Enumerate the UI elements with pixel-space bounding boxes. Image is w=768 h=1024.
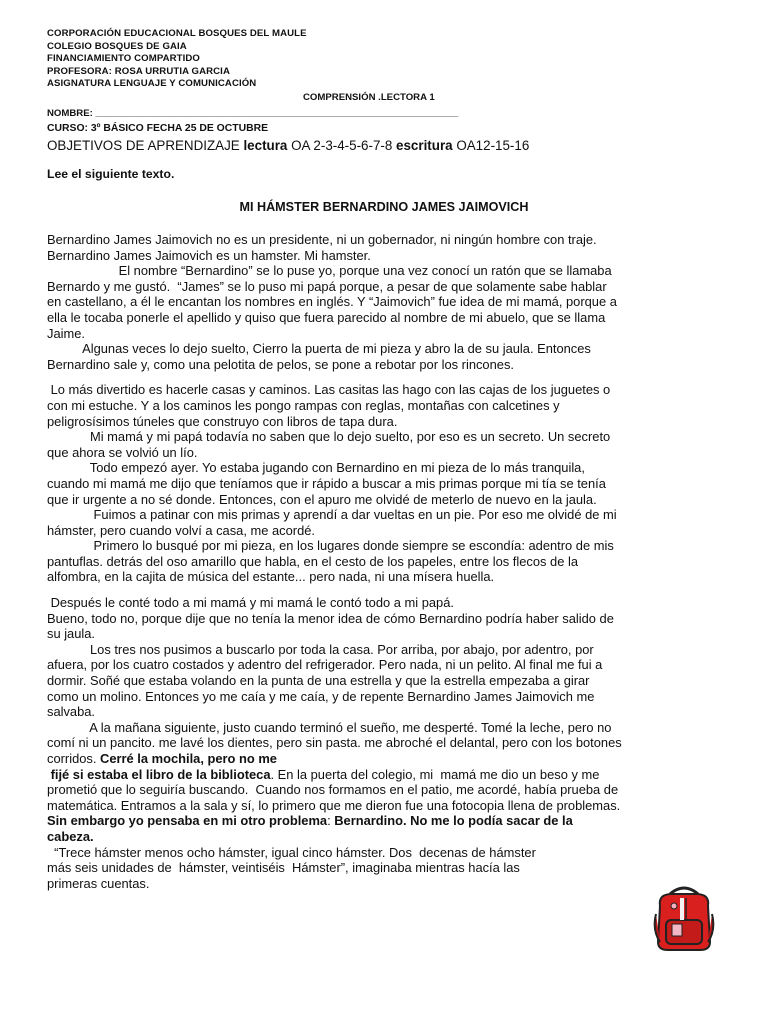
text-line: afuera, por los cuatro costados y adentro del refrigerador. Pero nada, ni un pelito. Al final me fui a [47, 657, 603, 673]
text-line: hámster, pero cuando volví a casa, me acordé. [47, 522, 315, 538]
text-line: pantuflas. detrás del oso amarillo que habla, en el cesto de los papeles, entre los flecos de la [47, 553, 578, 569]
objectives-escritura: escritura [396, 138, 453, 153]
text-line: como un molino. Entonces yo me caía y me caía, y de repente Bernardino James Jaimovich me [47, 688, 595, 704]
text-fragment: : [327, 813, 335, 829]
text-line: Bueno, todo no, porque dije que no tenía la menor idea de cómo Bernardino podría haber salido de [47, 610, 614, 626]
bold-fragment: Sin embargo yo pensaba en mi otro problema [47, 813, 328, 829]
text-line: que ahora se volvió un lío. [47, 444, 198, 460]
text-fragment: corridos. [47, 751, 101, 766]
instruction: Lee el siguiente texto. [47, 167, 175, 181]
bold-fragment: cabeza. [47, 828, 94, 844]
text-line: Bernardino sale y, como una pelotita de pelos, se pone a rebotar por los rincones. [47, 356, 514, 372]
text-line: Primero lo busqué por mi pieza, en los lugares donde siempre se escondía: adentro de mis [47, 538, 614, 554]
text-line: salvaba. [47, 704, 96, 720]
text-line: alfombra, en la cajita de música del estante... pero nada, ni una mísera huella. [47, 569, 495, 585]
text-line [47, 813, 727, 829]
objectives-writing-codes: OA12-15-16 [452, 138, 530, 153]
learning-objectives [47, 138, 529, 153]
header-line: CORPORACIÓN EDUCACIONAL BOSQUES DEL MAULE [47, 28, 307, 39]
text-line: peligrosísimos túneles que construyo con libros de tapa dura. [47, 413, 398, 429]
text-line: cuando mi mamá me dijo que teníamos que ir rápido a buscar a mis primas porque mi tía se tenía [47, 475, 606, 491]
header-line: PROFESORA: ROSA URRUTIA GARCIA [47, 65, 230, 77]
text-line: Mi mamá y mi papá todavía no saben que lo dejo suelto, por eso es un secreto. Un secreto [47, 429, 611, 445]
name-field: NOMBRE: ____________________________________________________________________ [47, 108, 459, 119]
text-line: matemática. Entramos a la sala y sí, lo primero que me dieron fue una fotocopia llena de problemas. [47, 797, 621, 813]
text-line: en castellano, a él le encantan los nombres en inglés. Y “Jaimovich” fue idea de mi mamá, porque a [47, 294, 617, 310]
bold-fragment: Cerré la mochila, pero no me [100, 751, 277, 766]
text-line: con mi estuche. Y a los caminos les pongo rampas con reglas, montañas con calcetines y [47, 397, 560, 413]
text-line: Fuimos a patinar con mis primas y aprendí a dar vueltas en un pie. Por eso me olvidé de mi [47, 507, 617, 523]
text-line: Bernardo y me gustó. “James” se lo puso mi papá porque, a pesar de que solamente sabe hablar [47, 278, 607, 294]
text-line: A la mañana siguiente, justo cuando terminó el sueño, me desperté. Tomé la leche, pero no [47, 719, 612, 735]
header-line: COLEGIO BOSQUES DE GAIA [47, 40, 187, 52]
text-fragment: . En la puerta del colegio, mi mamá me dio un beso y me [270, 766, 600, 782]
text-line: comí ni un pancito. me lavé los dientes, pero sin pasta. me abroché el delantal, pero con los botones [47, 735, 622, 751]
story-text [47, 232, 727, 891]
backpack-illustration-icon [652, 884, 716, 954]
text-line: Todo empezó ayer. Yo estaba jugando con Bernardino en mi pieza de lo más tranquila, [47, 460, 585, 476]
text-line [47, 829, 727, 845]
objectives-label: OBJETIVOS DE APRENDIZAJE [47, 138, 244, 153]
text-line: prometió que lo seguiría buscando. Cuando nos formamos en el patio, me acordé, había prueba de [47, 782, 619, 798]
bold-fragment: fijé si estaba el libro de la biblioteca [47, 766, 271, 782]
text-line: que ir urgente a no sé donde. Entonces, con el apuro me olvidé de meterlo de nuevo en la jaula. [47, 491, 597, 507]
objectives-reading-codes: OA 2-3-4-5-6-7-8 [287, 138, 397, 153]
text-line: primeras cuentas. [47, 875, 150, 891]
text-line: ella le tocaba ponerle el apellido y quiso que fuera parecido al nombre de mi abuelo, que se llama [47, 309, 606, 325]
header-line: FINANCIAMIENTO COMPARTIDO [47, 53, 200, 64]
text-line: Bernardino James Jaimovich no es un presidente, ni un gobernador, ni ningún hombre con traje. [47, 232, 597, 247]
worksheet-title: COMPRENSIÓN .LECTORA 1 [303, 92, 435, 103]
text-line: Bernardino James Jaimovich es un hamster. Mi hamster. [47, 247, 371, 263]
text-line [47, 767, 727, 783]
text-line: su jaula. [47, 626, 96, 642]
school-header [47, 28, 307, 91]
text-line: “Trece hámster menos ocho hámster, igual cinco hámster. Dos decenas de hámster [47, 844, 536, 860]
text-line: dormir. Soñé que estaba volando en la punta de una estrella y que la estrella empezaba a girar [47, 673, 590, 689]
story-title: MI HÁMSTER BERNARDINO JAMES JAIMOVICH [239, 200, 529, 214]
text-line [47, 751, 727, 767]
text-line: Jaime. [47, 325, 85, 341]
objectives-lectura: lectura [243, 138, 288, 153]
text-line: El nombre “Bernardino” se lo puse yo, porque una vez conocí un ratón que se llamaba [47, 263, 612, 279]
text-line: Algunas veces lo dejo suelto, Cierro la puerta de mi pieza y abro la de su jaula. Entonces [47, 341, 591, 357]
bold-fragment: Bernardino. No me lo podía sacar de la [334, 813, 573, 829]
text-line: Después le conté todo a mi mamá y mi mamá le contó todo a mi papá. [47, 595, 454, 611]
text-line: más seis unidades de hámster, veintiséis Hámster”, imaginaba mientras hacía las [47, 860, 520, 876]
course-date-line: CURSO: 3º BÁSICO FECHA 25 DE OCTUBRE [47, 123, 269, 134]
text-line: Lo más divertido es hacerle casas y caminos. Las casitas las hago con las cajas de los juguetes o [47, 382, 611, 398]
text-line: Los tres nos pusimos a buscarlo por toda la casa. Por arriba, por abajo, por adentro, por [47, 641, 594, 657]
header-line: ASIGNATURA LENGUAJE Y COMUNICACIÓN [47, 78, 257, 89]
